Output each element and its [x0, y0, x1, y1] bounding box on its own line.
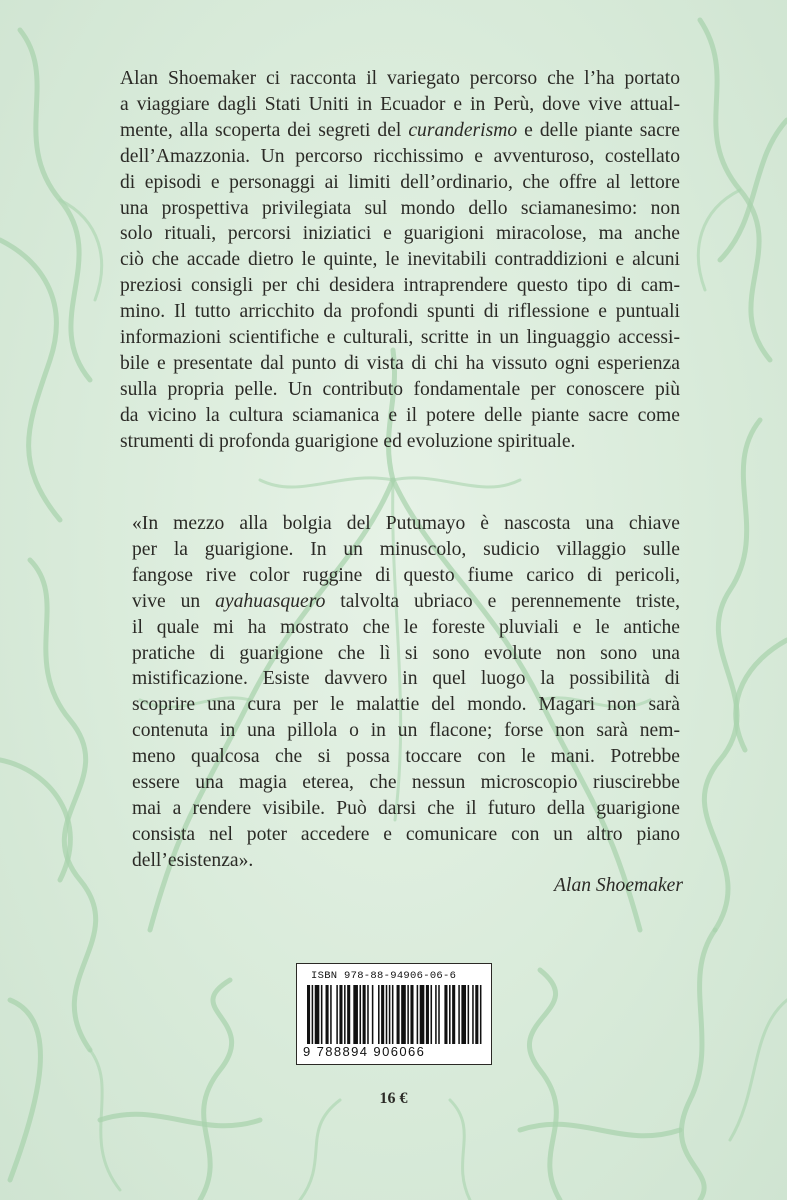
text-line — [132, 511, 680, 537]
text-segment: per la guarigione. In un minuscolo, sudicio villaggio sulle — [132, 538, 680, 560]
text-segment: mistificazione. Esiste davvero in quel luogo la possibilità di — [132, 668, 680, 690]
barcode-bars — [307, 985, 483, 1044]
barcode-bar — [372, 985, 374, 1044]
barcode-bar — [347, 985, 350, 1044]
barcode-bar — [381, 985, 384, 1044]
text-segment: ciò che accade dietro le quinte, le inevitabili contraddizioni e alcuni — [120, 249, 680, 271]
text-line — [132, 848, 680, 874]
barcode-bar — [389, 985, 391, 1044]
text-segment: meno qualcosa che si possa toccare con le mani. Potrebbe — [132, 746, 680, 768]
italic-term: ayahuasquero — [215, 590, 326, 612]
text-line — [132, 770, 680, 796]
text-segment: dell’esistenza». — [132, 849, 254, 871]
barcode-bar — [452, 985, 455, 1044]
text-line — [120, 429, 680, 455]
text-segment: essere una magia eterea, che nessun microscopio riuscirebbe — [132, 772, 680, 794]
barcode-bar — [307, 985, 310, 1044]
barcode-bar — [435, 985, 437, 1044]
barcode-bar — [438, 985, 440, 1044]
barcode-bar — [315, 985, 320, 1044]
text-line — [132, 692, 680, 718]
isbn-barcode — [296, 963, 492, 1065]
text-segment: mente, alla scoperta dei segreti del — [120, 119, 409, 141]
text-line — [120, 351, 680, 377]
text-line — [132, 563, 680, 589]
barcode-bar — [321, 985, 323, 1044]
text-line — [120, 247, 680, 273]
text-line — [132, 537, 680, 563]
barcode-bar — [401, 985, 406, 1044]
barcode-bar — [417, 985, 419, 1044]
barcode-bar — [449, 985, 451, 1044]
barcode-bar — [353, 985, 358, 1044]
barcode-bar — [336, 985, 338, 1044]
text-segment: contenuta in una pillola o in un flacone; forse non sarà nem- — [132, 720, 680, 742]
text-line — [132, 822, 680, 848]
barcode-bar — [480, 985, 482, 1044]
text-segment: strumenti di profonda guarigione ed evoluzione spirituale. — [120, 430, 576, 452]
author-quote — [132, 511, 680, 874]
text-line — [132, 744, 680, 770]
text-segment: scoprire una cura per le malattie del mondo. Magari non sarà — [132, 694, 680, 716]
text-line — [132, 718, 680, 744]
barcode-bar — [330, 985, 332, 1044]
text-segment: solo rituali, percorsi iniziatici e guarigioni miracolose, ma anche — [120, 223, 680, 245]
ean-digits: 9 788894 906066 — [303, 1044, 426, 1059]
text-line — [120, 299, 680, 325]
text-segment: informazioni scientifiche e culturali, scritte in un linguaggio accessi- — [120, 327, 680, 349]
text-line — [120, 325, 680, 351]
barcode-bar — [410, 985, 413, 1044]
barcode-bar — [339, 985, 342, 1044]
barcode-bar — [326, 985, 329, 1044]
text-line — [132, 796, 680, 822]
text-line — [132, 615, 680, 641]
text-line — [120, 144, 680, 170]
barcode-bar — [420, 985, 425, 1044]
text-line — [120, 66, 680, 92]
text-segment: pratiche di guarigione che lì si sono evolute non sono una — [132, 642, 680, 664]
text-segment: e delle piante sacre — [517, 119, 681, 141]
barcode-bar — [431, 985, 433, 1044]
barcode-bar — [468, 985, 470, 1044]
text-segment: dell’Amazzonia. Un percorso ricchissimo e avventuroso, costellato — [120, 145, 680, 167]
text-segment: vive un — [132, 590, 216, 612]
barcode-bar — [344, 985, 346, 1044]
isbn-label: ISBN 978-88-94906-06-6 — [311, 970, 457, 982]
barcode-bar — [407, 985, 409, 1044]
text-line — [120, 170, 680, 196]
text-line — [120, 273, 680, 299]
text-segment: bile e presentate dal punto di vista di chi ha vissuto ogni esperienza — [120, 352, 680, 374]
text-segment: sulla propria pelle. Un contributo fondamentale per conoscere più — [120, 378, 680, 400]
text-segment: fangose rive color ruggine di questo fiume carico di pericoli, — [132, 564, 680, 586]
text-line — [120, 118, 680, 144]
text-segment: mino. Il tutto arricchito da profondi spunti di riflessione e puntuali — [120, 301, 680, 323]
book-description — [120, 66, 680, 455]
text-segment: mai a rendere visibile. Può darsi che il futuro della guarigione — [132, 797, 680, 819]
barcode-bar — [475, 985, 478, 1044]
text-segment: preziosi consigli per chi desidera intraprendere questo tipo di cam- — [120, 275, 680, 297]
barcode-bar — [397, 985, 400, 1044]
barcode-bar — [461, 985, 466, 1044]
text-line — [120, 196, 680, 222]
text-line — [120, 403, 680, 429]
barcode-bar — [378, 985, 380, 1044]
text-segment: di episodi e personaggi ai limiti dell’ordinario, che offre al lettore — [120, 171, 680, 193]
text-line — [120, 92, 680, 118]
text-segment: a viaggiare dagli Stati Uniti in Ecuador e in Perù, dove vive attual- — [120, 93, 680, 115]
price-label: 16 € — [379, 1090, 408, 1107]
barcode-bar — [359, 985, 361, 1044]
text-segment: talvolta ubriaco e perennemente triste, — [325, 590, 680, 612]
text-segment: da vicino la cultura sciamanica e il potere delle piante sacre come — [120, 404, 680, 426]
barcode-bar — [444, 985, 447, 1044]
barcode-bar — [392, 985, 394, 1044]
text-segment: una prospettiva privilegiata sul mondo dello sciamanesimo: non — [120, 197, 680, 219]
text-segment: «In mezzo alla bolgia del Putumayo è nascosta una chiave — [132, 513, 680, 534]
barcode-bar — [426, 985, 429, 1044]
text-segment: Alan Shoemaker ci racconta il variegato percorso che l’ha portato — [120, 68, 680, 89]
barcode-bar — [363, 985, 366, 1044]
text-segment: il quale mi ha mostrato che le foreste pluviali e le antiche — [132, 616, 680, 638]
text-segment: consista nel poter accedere e comunicare con un altro piano — [132, 823, 680, 845]
barcode-bar — [458, 985, 460, 1044]
barcode-bar — [472, 985, 474, 1044]
text-line — [132, 641, 680, 667]
text-line — [120, 221, 680, 247]
text-line — [132, 589, 680, 615]
italic-term: curanderismo — [408, 119, 518, 141]
barcode-bar — [386, 985, 388, 1044]
quote-author: Alan Shoemaker — [554, 875, 683, 896]
barcode-bar — [367, 985, 369, 1044]
barcode-bar — [312, 985, 314, 1044]
text-line — [132, 666, 680, 692]
text-line — [120, 377, 680, 403]
